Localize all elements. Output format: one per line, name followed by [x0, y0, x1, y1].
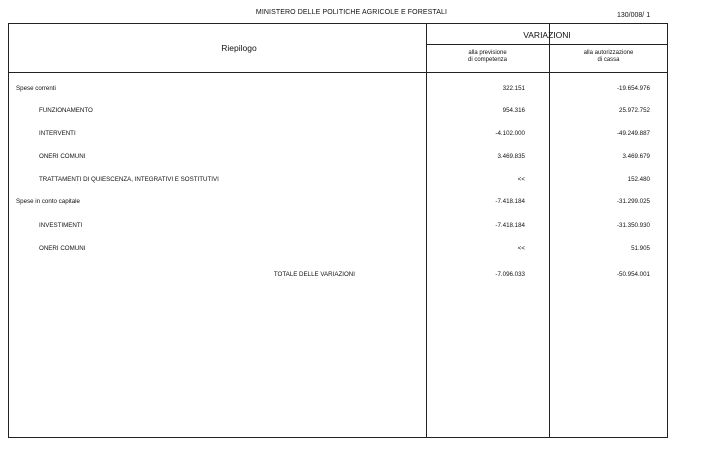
row-label: FUNZIONAMENTO	[39, 107, 93, 114]
competenza-value: 3.469.835	[497, 153, 525, 160]
competenza-header-line1: alla previsione	[468, 50, 507, 56]
riepilogo-header: Riepilogo	[221, 43, 257, 53]
cassa-header-line1: alla autorizzazione	[583, 50, 634, 56]
cassa-value: -31.350.930	[616, 222, 650, 229]
header-divider	[9, 72, 667, 73]
row-label: ONERI COMUNI	[39, 153, 86, 160]
cassa-value: -50.954.001	[616, 271, 650, 278]
ministry-title: MINISTERO DELLE POLITICHE AGRICOLE E FORESTALI	[255, 9, 448, 16]
table-row	[9, 198, 667, 208]
competenza-value: -7.096.033	[495, 271, 525, 278]
competenza-value: <<	[517, 176, 525, 183]
table-row	[9, 222, 667, 232]
competenza-value: -7.418.184	[495, 198, 525, 205]
table-row	[9, 130, 667, 140]
cassa-value: 25.972.752	[619, 107, 650, 114]
table-row	[9, 153, 667, 163]
row-label: Spese correnti	[16, 85, 56, 92]
row-label: INTERVENTI	[39, 130, 76, 137]
row-label: Spese in conto capitale	[16, 198, 80, 205]
cassa-header-line2: di cassa	[597, 57, 620, 63]
cassa-value: 51.905	[631, 245, 650, 252]
cassa-value: 152.480	[627, 176, 650, 183]
cassa-header	[549, 50, 668, 64]
row-label: ONERI COMUNI	[39, 245, 86, 252]
competenza-value: -7.418.184	[495, 222, 525, 229]
total-row	[9, 271, 667, 281]
competenza-value: 954.316	[502, 107, 525, 114]
cassa-value: -31.299.025	[616, 198, 650, 205]
variazioni-header: VARIAZIONI	[523, 30, 571, 40]
cassa-value: -19.654.976	[616, 85, 650, 92]
total-label: TOTALE DELLE VARIAZIONI	[273, 271, 355, 278]
cassa-value: -49.249.887	[616, 130, 650, 137]
table-row	[9, 245, 667, 255]
page-code: 130/008/ 1	[617, 12, 651, 19]
cassa-value: 3.469.679	[622, 153, 650, 160]
competenza-value: 322.151	[502, 85, 525, 92]
row-label: INVESTIMENTI	[39, 222, 83, 229]
competenza-header-line2: di competenza	[467, 57, 508, 63]
competenza-value: -4.102.000	[495, 130, 525, 137]
header-divider	[426, 44, 668, 45]
competenza-value: <<	[517, 245, 525, 252]
table-row	[9, 85, 667, 95]
competenza-header	[426, 50, 549, 64]
table-row	[9, 176, 667, 186]
summary-table	[8, 23, 668, 438]
table-row	[9, 107, 667, 117]
row-label: TRATTAMENTI DI QUIESCENZA, INTEGRATIVI E SOSTITUTIVI	[39, 176, 219, 183]
